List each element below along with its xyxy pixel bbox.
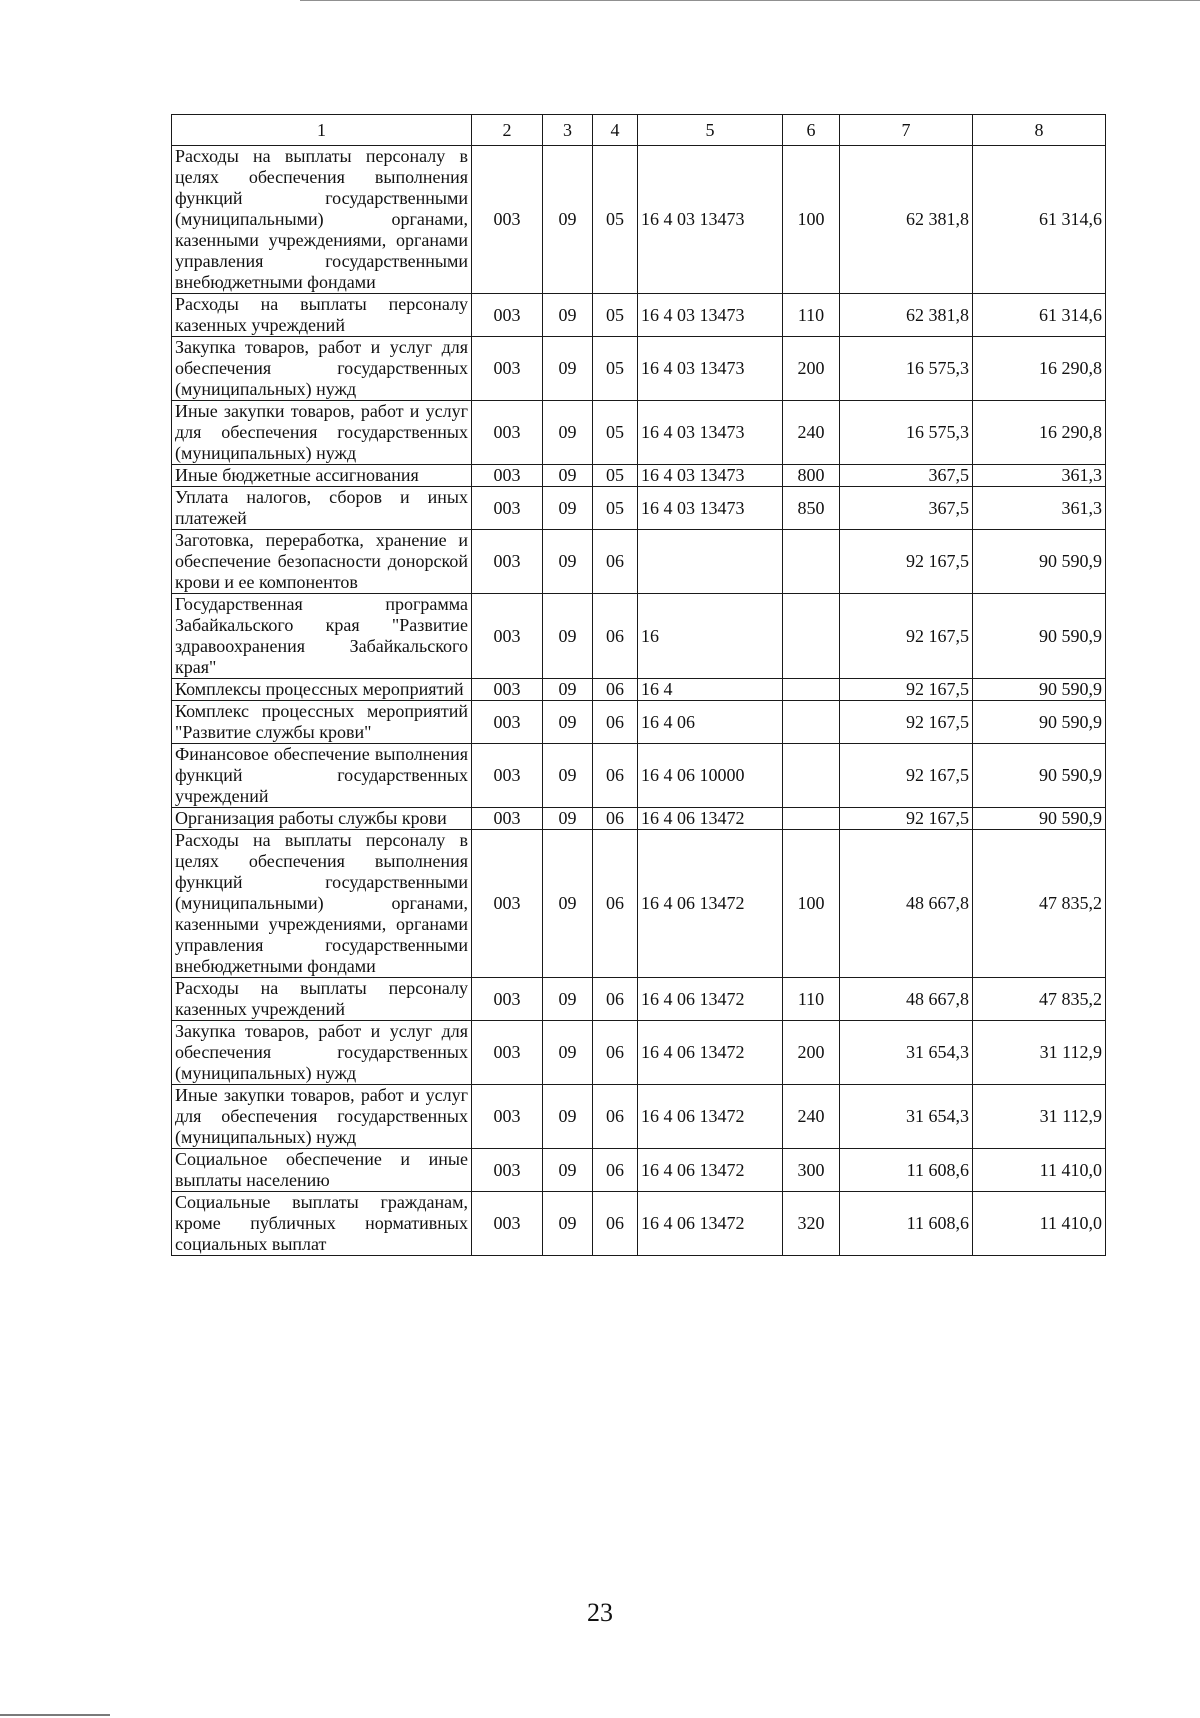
section-code-cell: 09 (543, 978, 593, 1021)
ministry-code-cell: 003 (472, 401, 543, 465)
amount-year2-cell: 90 590,9 (973, 679, 1106, 701)
subsection-code-cell: 06 (593, 701, 638, 744)
section-code-cell: 09 (543, 830, 593, 978)
section-code-cell: 09 (543, 465, 593, 487)
table-row (172, 294, 1106, 337)
expense-type-cell (783, 679, 840, 701)
amount-year1-cell: 62 381,8 (840, 146, 973, 294)
expense-name-cell: Организация работы службы крови (172, 808, 472, 830)
budget-table (171, 114, 1106, 1256)
section-code-cell: 09 (543, 401, 593, 465)
target-article-cell: 16 4 06 13472 (638, 808, 783, 830)
ministry-code-cell: 003 (472, 294, 543, 337)
target-article-cell: 16 4 06 13472 (638, 1149, 783, 1192)
subsection-code-cell: 06 (593, 830, 638, 978)
table-row (172, 487, 1106, 530)
subsection-code-cell: 05 (593, 465, 638, 487)
expense-type-cell: 110 (783, 978, 840, 1021)
ministry-code-cell: 003 (472, 146, 543, 294)
expense-name-cell: Социальные выплаты гражданам, кроме публичных нормативных социальных выплат (172, 1192, 472, 1256)
subsection-code-cell: 05 (593, 146, 638, 294)
target-article-cell: 16 4 06 13472 (638, 830, 783, 978)
amount-year1-cell: 16 575,3 (840, 401, 973, 465)
amount-year2-cell: 16 290,8 (973, 337, 1106, 401)
expense-name-cell: Финансовое обеспечение выполнения функций государственных учреждений (172, 744, 472, 808)
section-code-cell: 09 (543, 1192, 593, 1256)
header-cell: 1 (172, 115, 472, 146)
subsection-code-cell: 06 (593, 1021, 638, 1085)
expense-name-cell: Закупка товаров, работ и услуг для обеспечения государственных (муниципальных) нужд (172, 337, 472, 401)
page-number: 23 (587, 1598, 613, 1627)
table-row (172, 401, 1106, 465)
amount-year1-cell: 367,5 (840, 487, 973, 530)
ministry-code-cell: 003 (472, 701, 543, 744)
amount-year2-cell: 90 590,9 (973, 530, 1106, 594)
table-row (172, 1192, 1106, 1256)
amount-year2-cell: 47 835,2 (973, 978, 1106, 1021)
expense-name-cell: Уплата налогов, сборов и иных платежей (172, 487, 472, 530)
amount-year2-cell: 47 835,2 (973, 830, 1106, 978)
amount-year2-cell: 31 112,9 (973, 1021, 1106, 1085)
expense-name-cell: Иные закупки товаров, работ и услуг для обеспечения государственных (муниципальных) нужд (172, 1085, 472, 1149)
expense-name-cell: Расходы на выплаты персоналу в целях обеспечения выполнения функций государственными (муниципальными) органами, казенными учреждениями, органами управления государственными внебюджетными фондами (172, 830, 472, 978)
ministry-code-cell: 003 (472, 1192, 543, 1256)
amount-year1-cell: 48 667,8 (840, 978, 973, 1021)
ministry-code-cell: 003 (472, 1149, 543, 1192)
ministry-code-cell: 003 (472, 808, 543, 830)
expense-name-cell: Государственная программа Забайкальского края "Развитие здравоохранения Забайкальского края" (172, 594, 472, 679)
table-row (172, 701, 1106, 744)
amount-year1-cell: 31 654,3 (840, 1085, 973, 1149)
section-code-cell: 09 (543, 487, 593, 530)
header-cell: 7 (840, 115, 973, 146)
target-article-cell: 16 4 06 10000 (638, 744, 783, 808)
table-row (172, 744, 1106, 808)
amount-year1-cell: 92 167,5 (840, 679, 973, 701)
expense-type-cell: 850 (783, 487, 840, 530)
ministry-code-cell: 003 (472, 594, 543, 679)
section-code-cell: 09 (543, 701, 593, 744)
table-row (172, 830, 1106, 978)
amount-year1-cell: 92 167,5 (840, 808, 973, 830)
expense-type-cell (783, 701, 840, 744)
expense-type-cell: 800 (783, 465, 840, 487)
target-article-cell: 16 4 03 13473 (638, 465, 783, 487)
expense-name-cell: Комплексы процессных мероприятий (172, 679, 472, 701)
target-article-cell: 16 (638, 594, 783, 679)
scan-edge-bottom (0, 1714, 110, 1716)
ministry-code-cell: 003 (472, 978, 543, 1021)
table-row (172, 337, 1106, 401)
amount-year1-cell: 92 167,5 (840, 530, 973, 594)
section-code-cell: 09 (543, 530, 593, 594)
amount-year2-cell: 61 314,6 (973, 146, 1106, 294)
expense-type-cell: 240 (783, 1085, 840, 1149)
target-article-cell: 16 4 03 13473 (638, 146, 783, 294)
amount-year1-cell: 48 667,8 (840, 830, 973, 978)
subsection-code-cell: 06 (593, 1149, 638, 1192)
amount-year1-cell: 16 575,3 (840, 337, 973, 401)
ministry-code-cell: 003 (472, 337, 543, 401)
subsection-code-cell: 06 (593, 1085, 638, 1149)
table-row (172, 1085, 1106, 1149)
expense-type-cell: 110 (783, 294, 840, 337)
expense-type-cell: 100 (783, 830, 840, 978)
expense-name-cell: Расходы на выплаты персоналу в целях обеспечения выполнения функций государственными (муниципальными) органами, казенными учреждениями, органами управления государственными внебюджетными фондами (172, 146, 472, 294)
subsection-code-cell: 06 (593, 530, 638, 594)
amount-year2-cell: 11 410,0 (973, 1149, 1106, 1192)
ministry-code-cell: 003 (472, 487, 543, 530)
amount-year1-cell: 11 608,6 (840, 1149, 973, 1192)
amount-year2-cell: 90 590,9 (973, 744, 1106, 808)
amount-year2-cell: 90 590,9 (973, 701, 1106, 744)
amount-year1-cell: 92 167,5 (840, 744, 973, 808)
section-code-cell: 09 (543, 1021, 593, 1085)
target-article-cell: 16 4 06 13472 (638, 978, 783, 1021)
scan-edge-top (300, 0, 1200, 1)
table-row (172, 530, 1106, 594)
ministry-code-cell: 003 (472, 1021, 543, 1085)
amount-year2-cell: 361,3 (973, 487, 1106, 530)
expense-type-cell: 300 (783, 1149, 840, 1192)
amount-year1-cell: 92 167,5 (840, 594, 973, 679)
expense-name-cell: Иные бюджетные ассигнования (172, 465, 472, 487)
ministry-code-cell: 003 (472, 1085, 543, 1149)
section-code-cell: 09 (543, 146, 593, 294)
table-row (172, 146, 1106, 294)
expense-type-cell: 240 (783, 401, 840, 465)
target-article-cell: 16 4 06 13472 (638, 1192, 783, 1256)
subsection-code-cell: 06 (593, 978, 638, 1021)
target-article-cell: 16 4 06 (638, 701, 783, 744)
target-article-cell: 16 4 03 13473 (638, 337, 783, 401)
amount-year2-cell: 361,3 (973, 465, 1106, 487)
expense-type-cell (783, 744, 840, 808)
header-cell: 4 (593, 115, 638, 146)
header-cell: 8 (973, 115, 1106, 146)
target-article-cell: 16 4 03 13473 (638, 487, 783, 530)
section-code-cell: 09 (543, 294, 593, 337)
subsection-code-cell: 06 (593, 808, 638, 830)
subsection-code-cell: 06 (593, 1192, 638, 1256)
ministry-code-cell: 003 (472, 530, 543, 594)
section-code-cell: 09 (543, 1149, 593, 1192)
amount-year1-cell: 367,5 (840, 465, 973, 487)
header-cell: 2 (472, 115, 543, 146)
target-article-cell: 16 4 06 13472 (638, 1021, 783, 1085)
section-code-cell: 09 (543, 594, 593, 679)
target-article-cell (638, 530, 783, 594)
amount-year1-cell: 31 654,3 (840, 1021, 973, 1085)
amount-year1-cell: 62 381,8 (840, 294, 973, 337)
table-row (172, 1021, 1106, 1085)
expense-type-cell (783, 530, 840, 594)
subsection-code-cell: 06 (593, 744, 638, 808)
amount-year2-cell: 31 112,9 (973, 1085, 1106, 1149)
header-cell: 5 (638, 115, 783, 146)
amount-year1-cell: 92 167,5 (840, 701, 973, 744)
table-row (172, 465, 1106, 487)
expense-type-cell (783, 594, 840, 679)
expense-type-cell: 320 (783, 1192, 840, 1256)
ministry-code-cell: 003 (472, 465, 543, 487)
amount-year2-cell: 11 410,0 (973, 1192, 1106, 1256)
header-cell: 3 (543, 115, 593, 146)
subsection-code-cell: 05 (593, 401, 638, 465)
table-row (172, 978, 1106, 1021)
ministry-code-cell: 003 (472, 744, 543, 808)
ministry-code-cell: 003 (472, 830, 543, 978)
expense-type-cell: 100 (783, 146, 840, 294)
table-header-row (172, 115, 1106, 146)
amount-year1-cell: 11 608,6 (840, 1192, 973, 1256)
section-code-cell: 09 (543, 679, 593, 701)
table-row (172, 679, 1106, 701)
subsection-code-cell: 05 (593, 487, 638, 530)
expense-name-cell: Социальное обеспечение и иные выплаты населению (172, 1149, 472, 1192)
amount-year2-cell: 16 290,8 (973, 401, 1106, 465)
subsection-code-cell: 06 (593, 594, 638, 679)
expense-name-cell: Комплекс процессных мероприятий "Развитие службы крови" (172, 701, 472, 744)
expense-name-cell: Заготовка, переработка, хранение и обеспечение безопасности донорской крови и ее компонентов (172, 530, 472, 594)
table-body (172, 115, 1106, 1256)
expense-type-cell: 200 (783, 337, 840, 401)
target-article-cell: 16 4 03 13473 (638, 294, 783, 337)
expense-name-cell: Расходы на выплаты персоналу казенных учреждений (172, 978, 472, 1021)
subsection-code-cell: 05 (593, 294, 638, 337)
amount-year2-cell: 61 314,6 (973, 294, 1106, 337)
section-code-cell: 09 (543, 1085, 593, 1149)
table-row (172, 594, 1106, 679)
expense-name-cell: Расходы на выплаты персоналу казенных учреждений (172, 294, 472, 337)
target-article-cell: 16 4 03 13473 (638, 401, 783, 465)
amount-year2-cell: 90 590,9 (973, 594, 1106, 679)
expense-type-cell: 200 (783, 1021, 840, 1085)
section-code-cell: 09 (543, 337, 593, 401)
expense-name-cell: Иные закупки товаров, работ и услуг для обеспечения государственных (муниципальных) нужд (172, 401, 472, 465)
section-code-cell: 09 (543, 744, 593, 808)
expense-name-cell: Закупка товаров, работ и услуг для обеспечения государственных (муниципальных) нужд (172, 1021, 472, 1085)
section-code-cell: 09 (543, 808, 593, 830)
table-row (172, 808, 1106, 830)
expense-type-cell (783, 808, 840, 830)
subsection-code-cell: 05 (593, 337, 638, 401)
target-article-cell: 16 4 (638, 679, 783, 701)
header-cell: 6 (783, 115, 840, 146)
table-row (172, 1149, 1106, 1192)
amount-year2-cell: 90 590,9 (973, 808, 1106, 830)
subsection-code-cell: 06 (593, 679, 638, 701)
target-article-cell: 16 4 06 13472 (638, 1085, 783, 1149)
ministry-code-cell: 003 (472, 679, 543, 701)
